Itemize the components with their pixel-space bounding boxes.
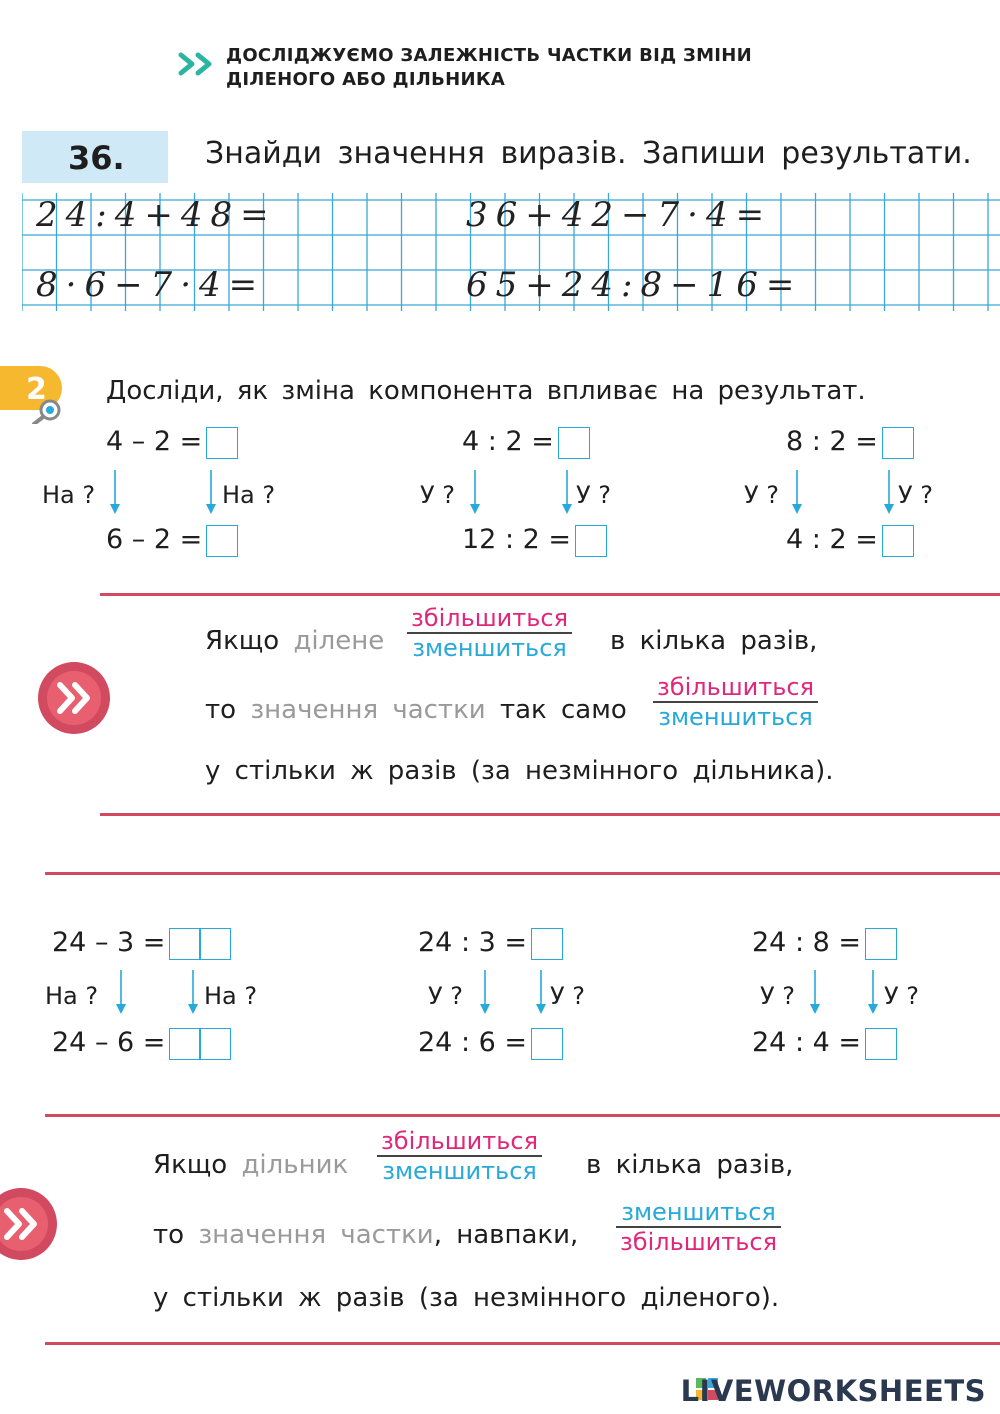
rule1-line2: то значення частки так само xyxy=(205,695,627,725)
g1-right-label[interactable]: На ? xyxy=(222,481,276,509)
rule1-fraction-2[interactable]: збільшиться зменшиться xyxy=(653,673,818,731)
rule1-line1: Якщо ділене xyxy=(205,626,385,656)
rule2-line1: Якщо дільник xyxy=(153,1150,349,1180)
rule2-line1-end: в кілька разів, xyxy=(586,1150,794,1180)
g3-right-label[interactable]: У ? xyxy=(898,481,933,509)
g6-bottom-eq: 24 : 4 = xyxy=(752,1027,897,1060)
task-number-box xyxy=(22,131,168,183)
rule-double-chevron-icon xyxy=(37,661,111,735)
task-badge-number: 2 xyxy=(26,372,47,407)
down-arrow-icon xyxy=(562,470,572,514)
rule2-line2: то значення частки, навпаки, xyxy=(153,1220,579,1250)
answer-box[interactable] xyxy=(865,1028,897,1060)
answer-box[interactable] xyxy=(558,427,590,459)
double-chevron-icon xyxy=(178,52,216,76)
rule2-fraction-1[interactable]: збільшиться зменшиться xyxy=(377,1127,542,1185)
answer-box[interactable] xyxy=(865,928,897,960)
divider xyxy=(45,1342,1000,1345)
divider xyxy=(100,593,1000,596)
down-arrow-icon xyxy=(884,470,894,514)
g6-top-eq: 24 : 8 = xyxy=(752,927,897,960)
g4-bottom-eq: 24 – 6 = xyxy=(52,1027,231,1060)
g5-bottom-eq: 24 : 6 = xyxy=(418,1027,563,1060)
task-number: 36. xyxy=(68,139,125,177)
answer-box[interactable] xyxy=(575,525,607,557)
rule2-line3: у стільки ж разів (за незмінного діленого). xyxy=(153,1283,780,1313)
task-36-instruction: Знайди значення виразів. Запиши результати. xyxy=(205,136,972,171)
rule-double-chevron-icon xyxy=(0,1187,58,1261)
g4-left-label[interactable]: На ? xyxy=(45,982,99,1010)
down-arrow-icon xyxy=(810,970,820,1014)
g2-top-eq: 4 : 2 = xyxy=(462,426,590,459)
down-arrow-icon xyxy=(206,470,216,514)
header-line-1: ДОСЛІДЖУЄМО ЗАЛЕЖНІСТЬ ЧАСТКИ ВІД ЗМІНИ xyxy=(226,45,753,66)
rule1-line1-end: в кілька разів, xyxy=(610,626,818,656)
g5-top-eq: 24 : 3 = xyxy=(418,927,563,960)
down-arrow-icon xyxy=(536,970,546,1014)
expression-2[interactable]: 36+42−7·4= xyxy=(466,195,773,235)
g5-right-label[interactable]: У ? xyxy=(550,982,585,1010)
rule1-line3: у стільки ж разів (за незмінного дільника). xyxy=(205,756,834,786)
divider xyxy=(45,1114,1000,1117)
g2-right-label[interactable]: У ? xyxy=(576,481,611,509)
g5-left-label[interactable]: У ? xyxy=(428,982,463,1010)
down-arrow-icon xyxy=(480,970,490,1014)
g2-left-label[interactable]: У ? xyxy=(420,481,455,509)
g2-bottom-eq: 12 : 2 = xyxy=(462,524,607,557)
down-arrow-icon xyxy=(116,970,126,1014)
rule1-fraction-1[interactable]: збільшиться зменшиться xyxy=(407,604,572,662)
answer-box[interactable] xyxy=(531,1028,563,1060)
g4-right-label[interactable]: На ? xyxy=(204,982,258,1010)
down-arrow-icon xyxy=(792,470,802,514)
divider xyxy=(100,813,1000,816)
g6-right-label[interactable]: У ? xyxy=(884,982,919,1010)
rule2-fraction-2[interactable]: зменшиться збільшиться xyxy=(616,1198,781,1256)
task-2-instruction: Досліди, як зміна компонента впливає на результат. xyxy=(106,376,866,406)
brand-name[interactable]: LIVEWORKSHEETS xyxy=(680,1374,986,1408)
g1-bottom-eq: 6 – 2 = xyxy=(106,524,238,557)
down-arrow-icon xyxy=(470,470,480,514)
expression-4[interactable]: 65+24:8−16= xyxy=(466,265,803,305)
down-arrow-icon xyxy=(868,970,878,1014)
divider xyxy=(45,872,1000,875)
g6-left-label[interactable]: У ? xyxy=(760,982,795,1010)
g3-left-label[interactable]: У ? xyxy=(744,481,779,509)
answer-box[interactable] xyxy=(882,525,914,557)
answer-box[interactable] xyxy=(882,427,914,459)
answer-box[interactable] xyxy=(206,427,238,459)
answer-box[interactable] xyxy=(531,928,563,960)
g4-top-eq: 24 – 3 = xyxy=(52,927,231,960)
expression-3[interactable]: 8·6−7·4= xyxy=(36,265,266,305)
section-header xyxy=(226,44,752,92)
g1-left-label[interactable]: На ? xyxy=(42,481,96,509)
down-arrow-icon xyxy=(110,470,120,514)
expression-1[interactable]: 24:4+48= xyxy=(36,195,277,235)
g3-bottom-eq: 4 : 2 = xyxy=(786,524,914,557)
answer-box[interactable] xyxy=(206,525,238,557)
answer-box[interactable] xyxy=(169,928,231,960)
answer-box[interactable] xyxy=(169,1028,231,1060)
g1-top-eq: 4 – 2 = xyxy=(106,426,238,459)
down-arrow-icon xyxy=(188,970,198,1014)
g3-top-eq: 8 : 2 = xyxy=(786,426,914,459)
header-line-2: ДІЛЕНОГО АБО ДІЛЬНИКА xyxy=(226,69,506,90)
